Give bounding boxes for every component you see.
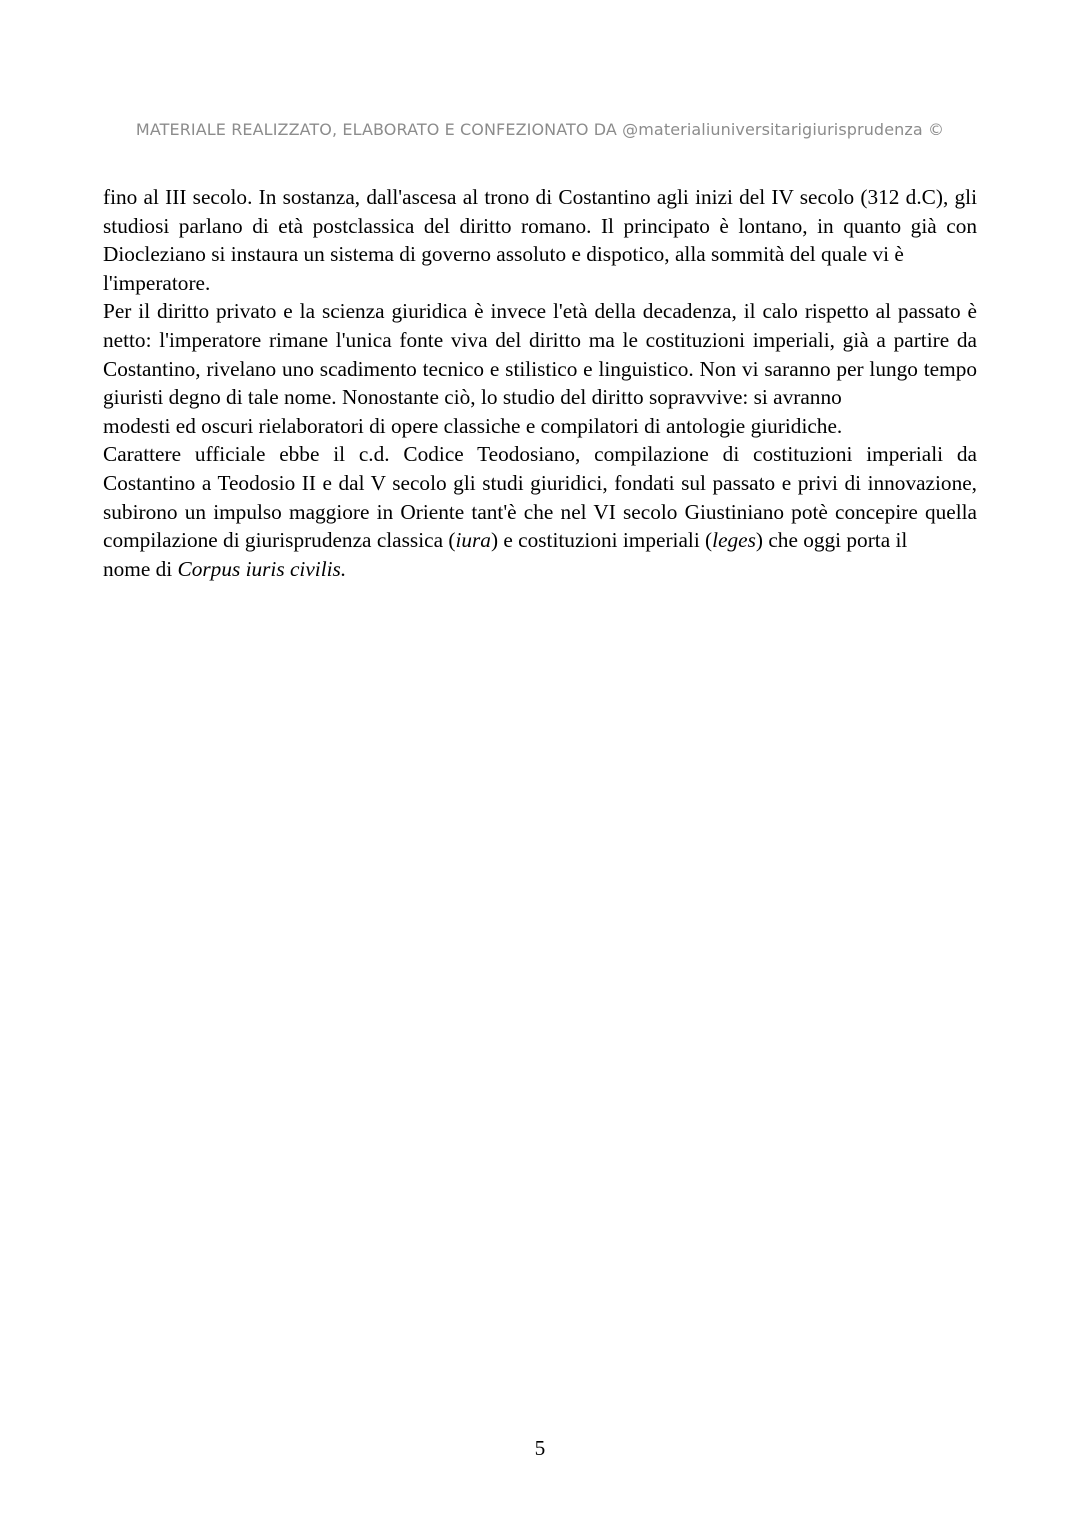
page-number: 5 — [534, 1436, 546, 1460]
paragraph-3-text-b: ) e costituzioni imperiali ( — [490, 528, 713, 553]
paragraph-1: fino al III secolo. In sostanza, dall'ascesa al trono di Costantino agli inizi del IV secolo (312 d.C), gli studiosi parlano di età postclassica del diritto romano. Il principato è lontano, in quanto già con Diocleziano si instaura un sistema di governo assoluto e dispotico, alla sommità del quale vi è — [103, 185, 977, 267]
paragraph-3-text-c: ) che oggi porta il — [755, 528, 908, 553]
italic-term-leges: leges — [712, 528, 756, 553]
paragraph-3-text-a: Carattere ufficiale ebbe il c.d. Codice Teodosiano, compilazione di costituzioni imperiali da Costantino a Teodosio II e dal V secolo gli studi giuridici, fondati sul passato e privi di innovazione, subirono un impulso maggiore in Oriente tant'è che nel VI secolo Giustiniano potè concepire quella compilazione di giurisprudenza classica ( — [103, 442, 977, 553]
page-header: MATERIALE REALIZZATO, ELABORATO E CONFEZIONATO DA @materialiuniversitarigiurisprudenza © — [135, 120, 945, 139]
italic-term-corpus: Corpus iuris civilis. — [177, 556, 347, 581]
body-text — [103, 183, 977, 583]
paragraph-3-last-prefix: nome di — [103, 556, 178, 581]
paragraph-3 — [103, 440, 977, 554]
italic-term-iura: iura — [455, 528, 491, 553]
paragraph-2: Per il diritto privato e la scienza giuridica è invece l'età della decadenza, il calo rispetto al passato è netto: l'imperatore rimane l'unica fonte viva del diritto ma le costituzioni imperiali, già a partire da Costantino, rivelano uno scadimento tecnico e stilistico e linguistico. Non vi saranno per lungo tempo giuristi degno di tale nome. Nonostante ciò, lo studio del diritto sopravvive: si avranno — [103, 299, 977, 410]
paragraph-3-last-line — [103, 555, 977, 584]
paragraph-2-last-line: modesti ed oscuri rielaboratori di opere classiche e compilatori di antologie giuridiche. — [103, 413, 843, 438]
paragraph-1-last-line: l'imperatore. — [103, 270, 211, 295]
